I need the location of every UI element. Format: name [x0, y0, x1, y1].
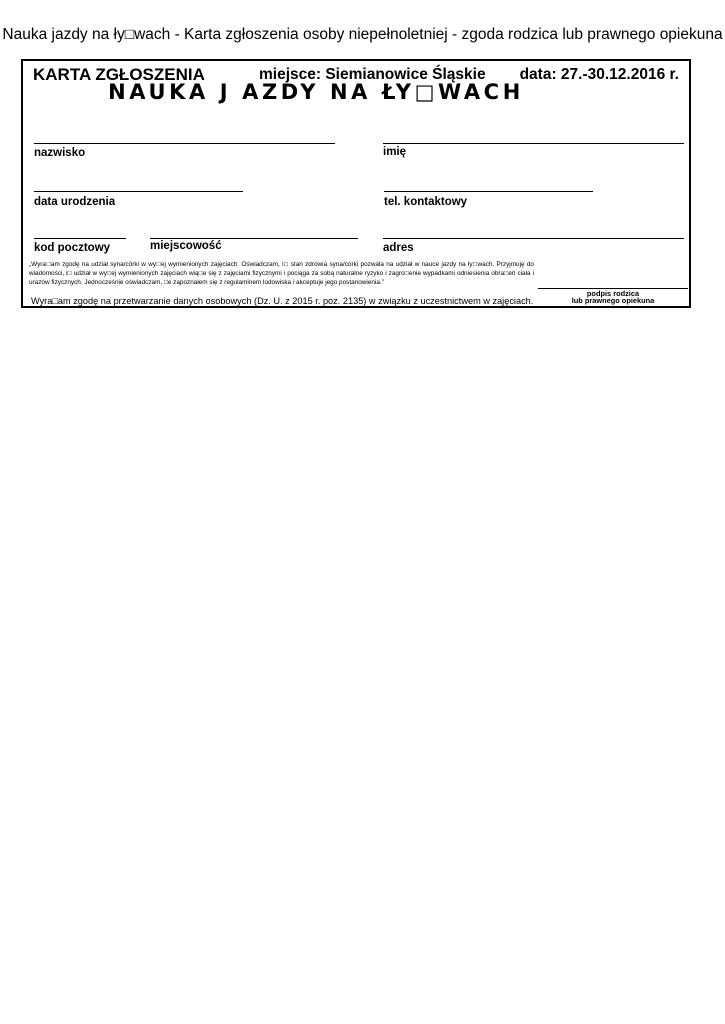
first-name-line[interactable] — [383, 143, 684, 144]
phone-line[interactable] — [384, 191, 593, 192]
phone-label: tel. kontaktowy — [384, 196, 468, 208]
data-processing-consent: Wyra□am zgodę na przetwarzanie danych osobowych (Dz. U. z 2015 r. poz. 2135) w związku z uczestnictwem w zajęciach. — [31, 296, 534, 306]
document-title: Nauka jazdy na ły□wach - Karta zgłoszenia osoby niepełnoletniej - zgoda rodzica lub prawnego opiekuna — [2, 26, 723, 43]
city-label: miejscowość — [150, 240, 222, 252]
signature-label — [538, 290, 688, 304]
surname-label: nazwisko — [34, 147, 86, 159]
signature-label-line1: podpis rodzica — [586, 289, 640, 298]
address-label: adres — [383, 242, 414, 254]
city-line[interactable] — [150, 238, 358, 239]
first-name-label: imię — [383, 146, 407, 158]
consent-notice: „Wyra□am zgodę na udział syna/córki w wy□ej wymienionych zajęciach. Oświadczam, i□ stan zdrowia syna/córki pozwala na udział w nauce jazdy na ły□wach. Przyjmuję do wiadomości, i□ udział w wy□ej wymienionych zajęciach wią□e się z zajęciami fizycznymi i pociąga za sobą naturalne ryzyko i zagro□enie wypadkami odniesienia obra□eń ciała i urazów fizycznych. Jednocześnie oświadczam, □e zapoznałem się z regulaminem lodowiska i akceptuje jego postanowienia.” — [29, 261, 534, 286]
course-title: NAUKA J AZDY NA ŁY□WACH — [108, 80, 524, 104]
date-label: data: 27.-30.12.2016 r. — [519, 66, 679, 83]
signature-label-line2: lub prawnego opiekuna — [571, 296, 655, 305]
registration-card — [21, 59, 691, 308]
birth-date-line[interactable] — [34, 191, 243, 192]
place-label: miejsce: Siemianowice Śląskie — [259, 66, 486, 83]
birth-date-label: data urodzenia — [34, 196, 116, 208]
postal-code-label: kod pocztowy — [34, 242, 111, 254]
address-line[interactable] — [383, 238, 684, 239]
surname-line[interactable] — [34, 143, 335, 144]
card-heading: KARTA ZGŁOSZENIA — [33, 65, 205, 84]
postal-code-line[interactable] — [34, 238, 126, 239]
